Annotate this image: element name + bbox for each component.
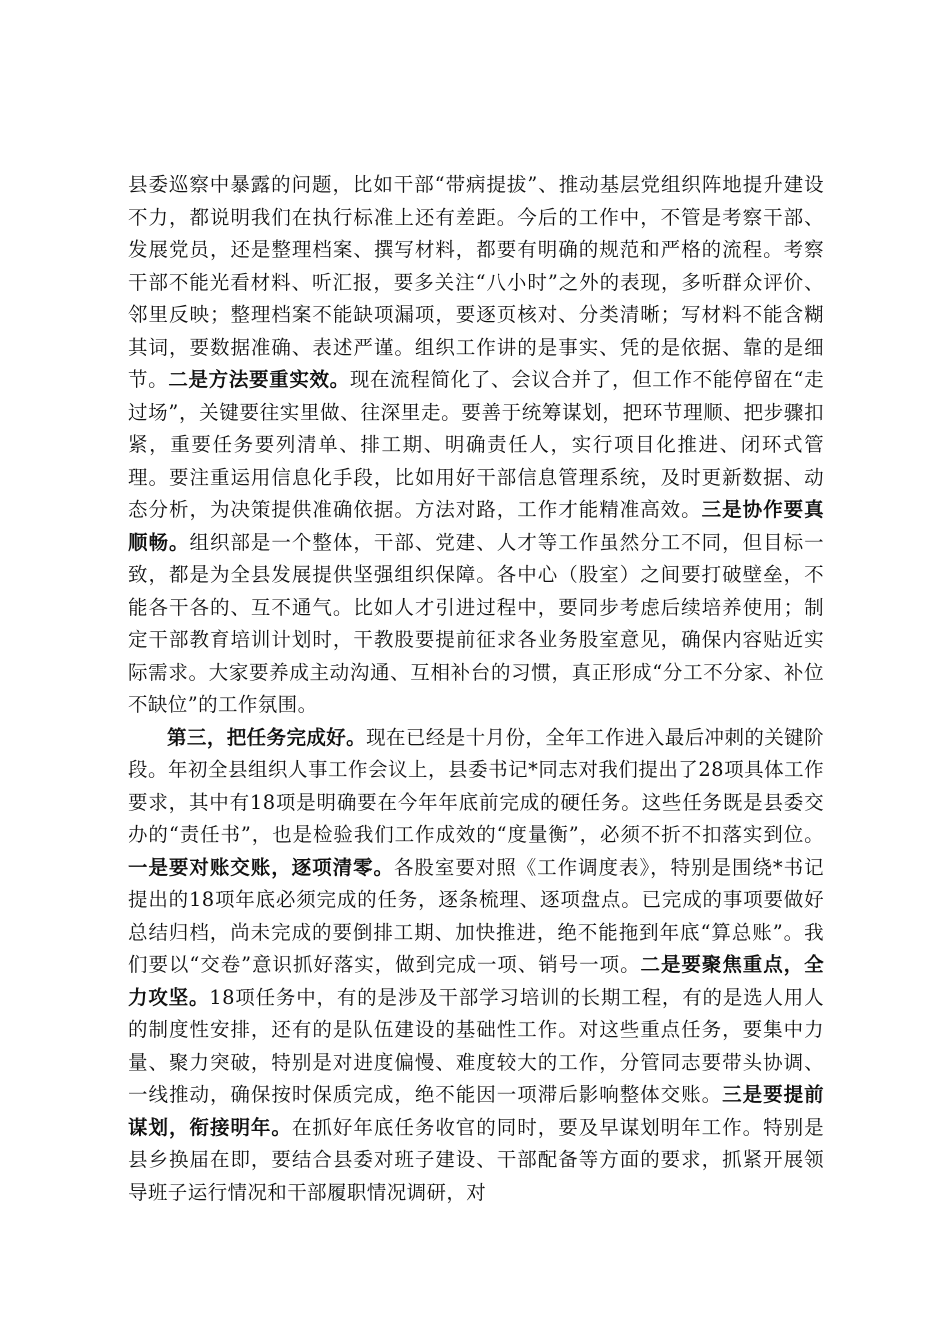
body-text-run: 县委巡察中暴露的问题，比如干部“带病提拔”、推动基层党组织阵地提升建设不力，都说明我们在执行标准上还有差距。今后的工作中，不管是考察干部、发展党员，还是整理档案、撰写材料，都要有明确的规范和严格的流程。考察干部不能光看材料、听汇报，要多关注“八小时”之外的表现，多听群众评价、邻里反映；整理档案不能缺项漏项，要逐页核对、分类清晰；写材料不能含糊其词，要数据准确、表述严谨。组织工作讲的是事实、凭的是依据、靠的是细节。 (128, 173, 824, 391)
bold-heading-text: 二是要聚焦重点，全力攻坚。 (128, 953, 824, 1009)
body-text-run: 组织部是一个整体，干部、党建、人才等工作虽然分工不同，但目标一致，都是为全县发展提供坚强组织保障。各中心（股室）之间要打破壁垒，不能各干各的、互不通气。比如人才引进过程中，要同步考虑后续培养使用；制定干部教育培训计划时，干教股要提前征求各业务股室意见，确保内容贴近实际需求。大家要养成主动沟通、互相补台的习惯，真正形成“分工不分家、补位不缺位”的工作氛围。 (128, 530, 824, 716)
bold-heading-text: 第三，把任务完成好。 (167, 725, 367, 749)
body-text-run: 18项任务中，有的是涉及干部学习培训的长期工程，有的是选人用人的制度性安排，还有的是队伍建设的基础性工作。对这些重点任务，要集中力量、聚力突破，特别是对进度偏慢、难度较大的工作，分管同志要带头协调、一线推动，确保按时保质完成，绝不能因一项滞后影响整体交账。 (128, 985, 824, 1106)
bold-heading-text: 二是方法要重实效。 (168, 368, 350, 391)
body-text-run: 各股室要对照《工作调度表》，特别是围绕*书记提出的18项年底必须完成的任务，逐条梳理、逐项盘点。已完成的事项要做好总结归档，尚未完成的要倒排工期、加快推进，绝不能拖到年底“算总账”。我们要以“交卷”意识抓好落实，做到完成一项、销号一项。 (128, 855, 824, 976)
paragraph (128, 169, 824, 722)
bold-heading-text: 三是要提前谋划，衔接明年。 (128, 1083, 824, 1139)
bold-heading-text: 一是要对账交账，逐项清零。 (128, 855, 394, 879)
body-text-run: 在抓好年底任务收官的同时，要及早谋划明年工作。特别是县乡换届在即，要结合县委对班子建设、干部配备等方面的要求，抓紧开展领导班子运行情况和干部履职情况调研，对 (128, 1115, 824, 1204)
body-text-run: 现在流程简化了、会议合并了，但工作不能停留在“走过场”，关键要往实里做、往深里走。要善于统筹谋划，把环节理顺、把步骤扣紧，重要任务要列清单、排工期、明确责任人，实行项目化推进、闭环式管理。要注重运用信息化手段，比如用好干部信息管理系统，及时更新数据、动态分析，为决策提供准确依据。方法对路，工作才能精准高效。 (128, 368, 824, 521)
body-text-run: 现在已经是十月份，全年工作进入最后冲刺的关键阶段。年初全县组织人事工作会议上，县委书记*同志对我们提出了28项具体工作要求，其中有18项是明确要在今年年底前完成的硬任务。这些任务既是县委交办的“责任书”，也是检验我们工作成效的“度量衡”，必须不折不扣落实到位。 (128, 725, 824, 846)
body-text (128, 169, 824, 1209)
paragraph (128, 722, 824, 1210)
bold-heading-text: 三是协作要真顺畅。 (128, 498, 824, 554)
